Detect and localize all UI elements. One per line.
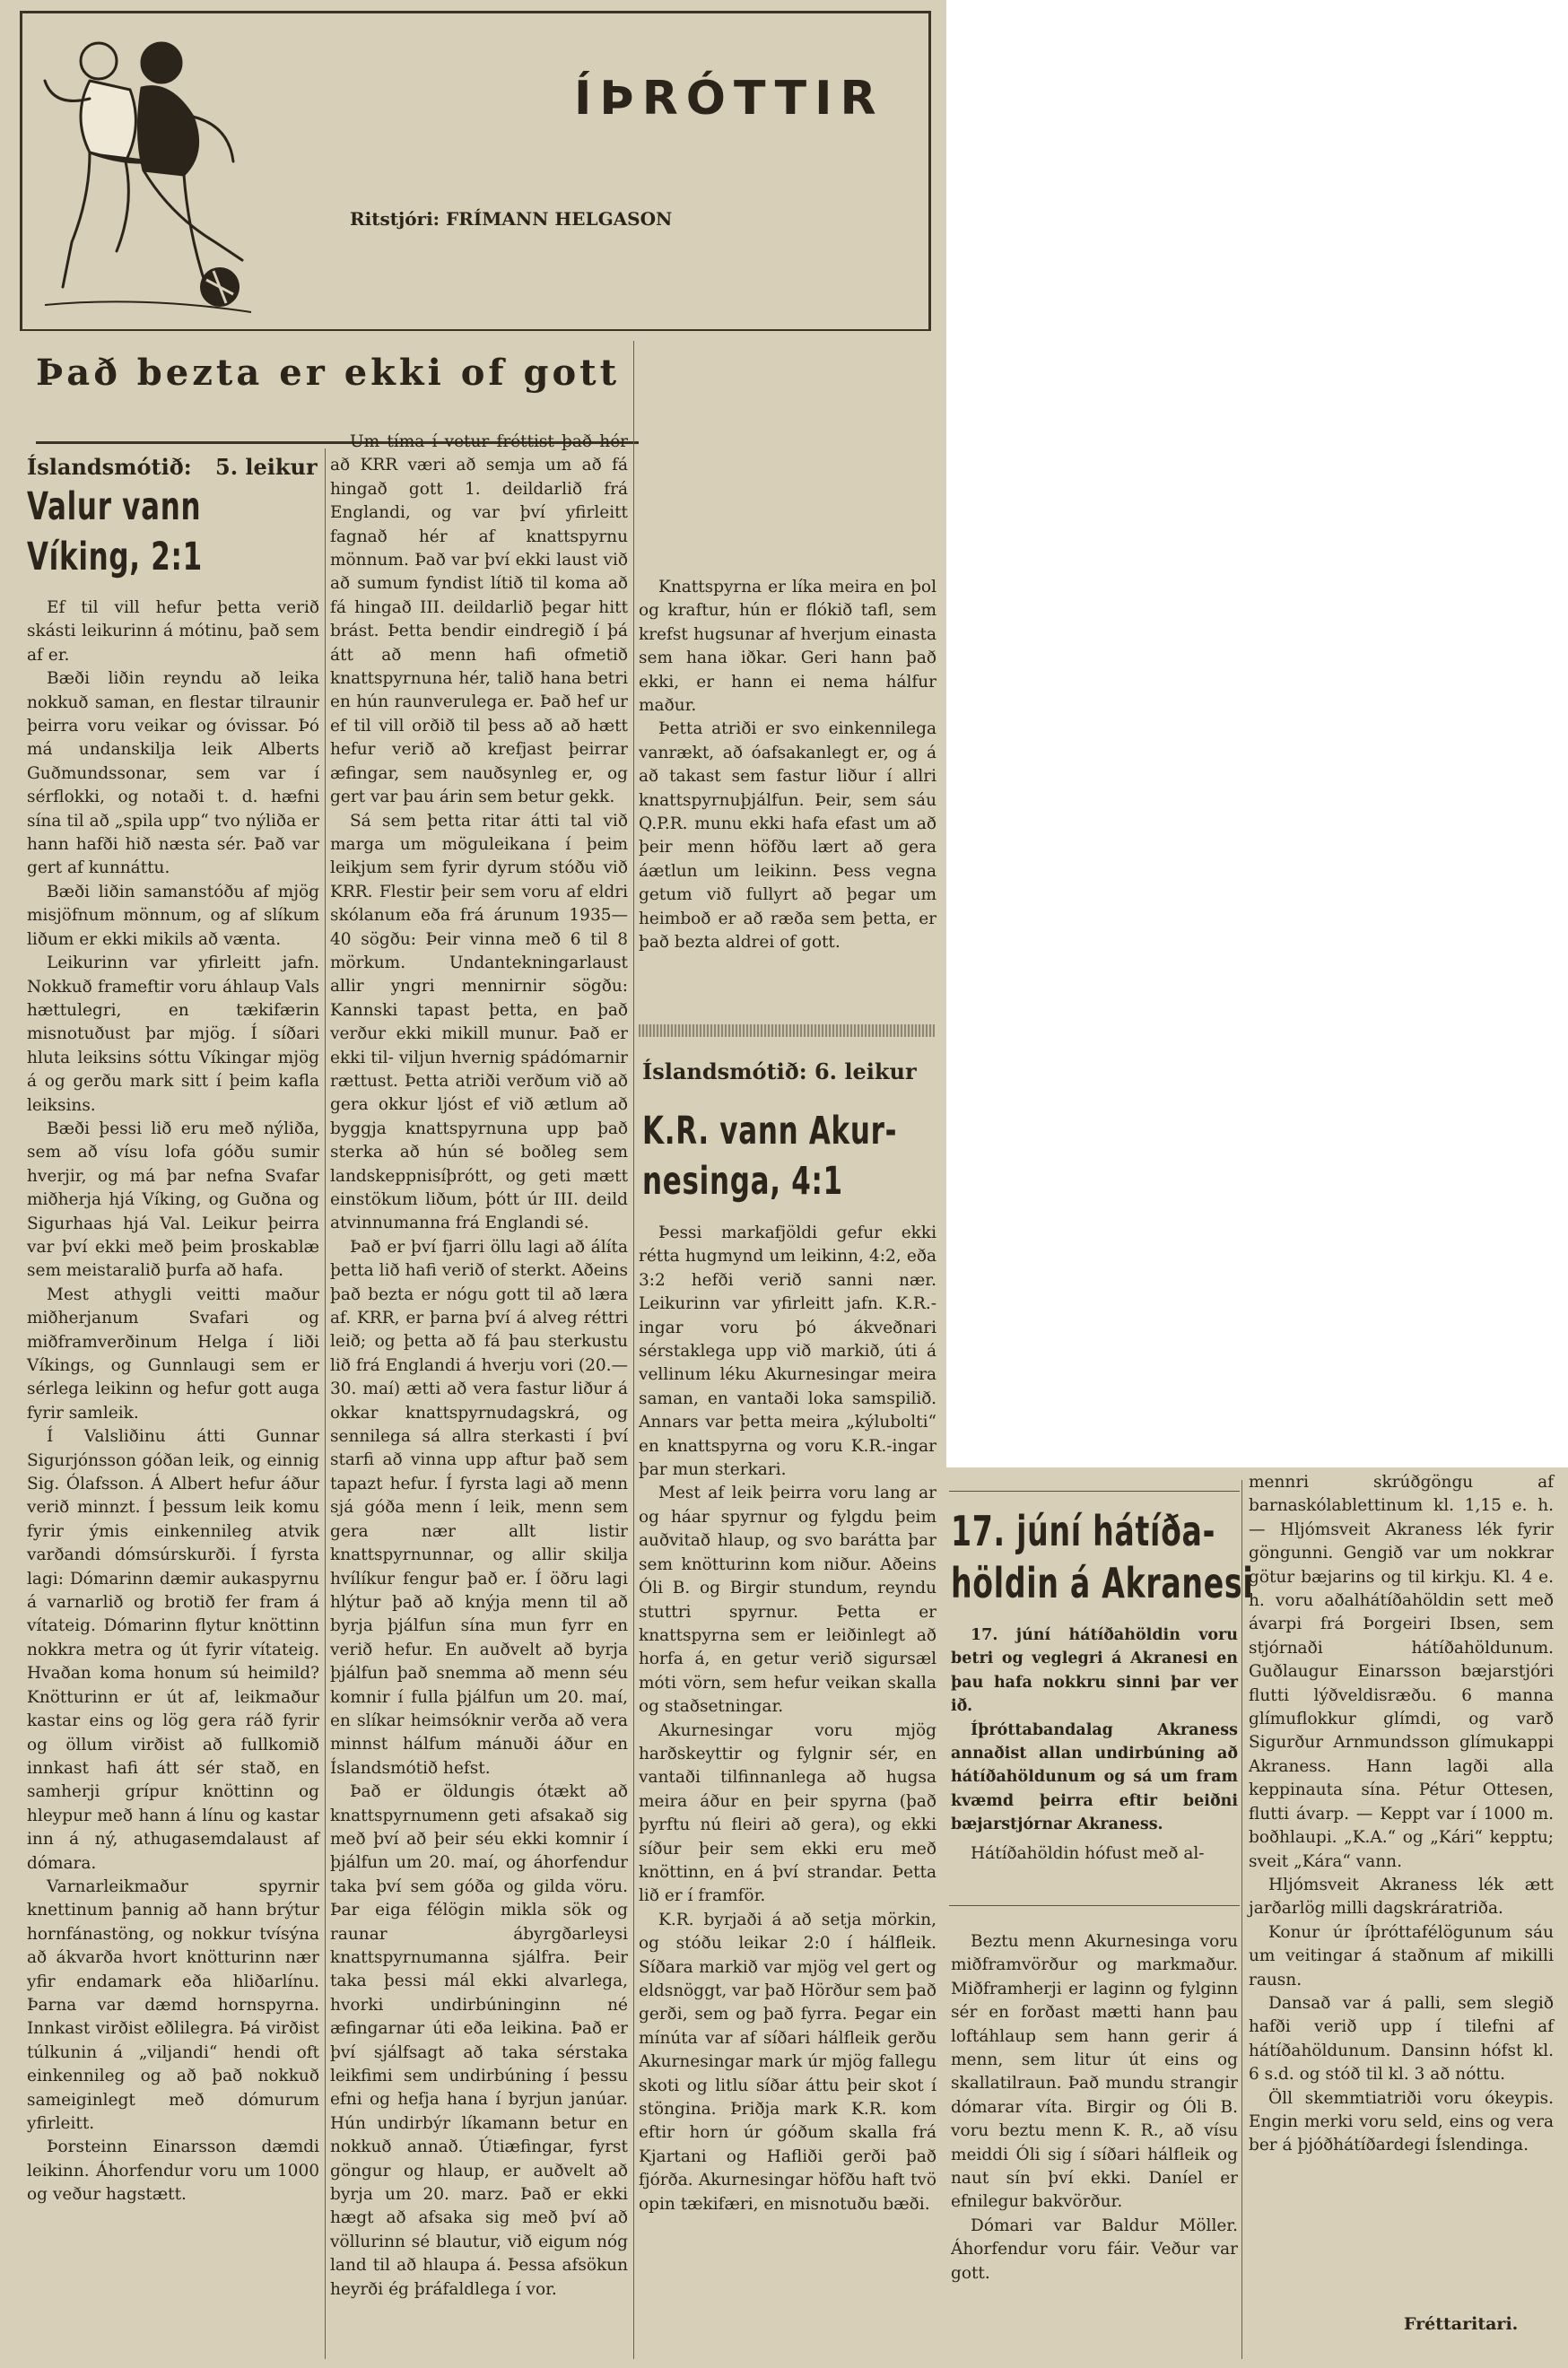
article-juni-body bbox=[1249, 1471, 1554, 2158]
article-kr-paragraph: K.R. byrjaði á að setja mörkin, og stóðu leikar 2:0 í hálfleik. Síðara markið var mjög vel gert og eldsnöggt, var það Hörður sem það gerði, sem og það fyrra. Þegar ein mínúta var af síðari hálfleik gerðu Akurnesingar mark úr mjög fallegu skoti og litlu síðar áttu þeir skot í stöngina. Þriðja mark K.R. kom eftir horn úr góðum skalla frá Kjartani og Hafliði gerði það fjórða. Akurnesingar höfðu haft tvö opin tækifæri, en misnotuðu bæði. bbox=[639, 1910, 936, 2214]
article-valur-paragraph: Ef til vill hefur þetta verið skásti leikurinn á mótinu, það sem af er. bbox=[27, 598, 319, 665]
article-best-body bbox=[330, 431, 628, 2302]
article-kr-paragraph: Akurnesingar voru mjög harðskeyttir og fylgnir sér, en vantaði tilfinnanlega að hugsa meira áður en þeir spyrna (það þyrftu nú fleiri að gera), og ekki síður þeir sem ekki eru með knöttinn, en á því strandar. Þetta lið er í framför. bbox=[639, 1720, 936, 1906]
box-top-rule bbox=[949, 1491, 1240, 1492]
article-best-continuation bbox=[639, 576, 936, 955]
article-valur-paragraph: Varnarleikmaður spyrnir knettinum þannig að hann brýtur hornfánastöng, og nokkur tvísýna að ákvarða hvort knötturinn nær yfir endamark eða hliðarlínu. Þarna var dæmd hornspyrna. Innkast virðist eðlilegra. Þá virðist túlkunin á „viljandi“ hendi oft einkennileg og að það nokkuð sameiginlegt með dómurum yfirleitt. bbox=[27, 1876, 319, 2133]
article-juni-headline-line2: höldin á Akranesi bbox=[951, 1559, 1254, 1607]
column-rule-3 bbox=[1241, 1480, 1242, 2359]
article-valur-body bbox=[27, 596, 319, 2207]
article-juni-paragraph: Öll skemmtiatriði voru ókeypis. Engin merki voru seld, eins og vera ber á þjóðhátíðardegi Íslendinga. bbox=[1249, 2088, 1554, 2155]
article-valur-paragraph: Bæði liðin samanstóðu af mjög misjöfnum mönnum, og af slíkum liðum er ekki mikils að vænta. bbox=[27, 882, 319, 949]
article-kr-body bbox=[639, 1222, 936, 2216]
article-best-paragraph: Það er því fjarri öllu lagi að álíta þetta lið hafi verið of sterkt. Aðeins það bezta er nógu gott til að læra af. KRR, er þarna því á alveg réttri leið; og þetta að fá þau sterkustu lið frá Englandi á hverju vori (20.—30. maí) ætti að vera fastur liður á okkar knattspyrnudagskrá, og sennilega sá allra sterkasti í því starfi að vinna upp aftur það sem tapazt hefur. Í fyrsta lagi að menn sjá góða menn í leik, menn sem gera nær allt listir knattspyrnunnar, og allir skilja hvílíkur fengur það er. Í öðru lagi hlýtur það að knýja menn til að byrja þjálfun sína mun fyrr en verið hefur. En auðvelt að byrja þjálfun það snemma að menn séu komnir í fulla þjálfun um 20. maí, en slíkar heimsóknir verða að vera minnst hálfum mánuði áður en Íslandsmótið hefst. bbox=[330, 1237, 628, 1778]
article-best-paragraph: Sá sem þetta ritar átti tal við marga um möguleikana í þeim leikjum sem fyrir dyrum stóðu við KRR. Flestir þeir sem voru af eldri skólanum eða frá árunum 1935—40 sögðu: Þeir vinna með 6 til 8 mörkum. Undantekningarlaust allir yngri mennirnir sögðu: Kannski tapast þetta, en það verður ekki mikill munur. Það er ekki til- viljun hvernig spádómarnir rættust. Þetta atriði verðum við að gera okkur ljóst ef við ætlum að byggja knattspyrnuna upp það sterka að hún sé boðleg sem landskeppnisíþrótt, og geti mætt einstökum liðum, þótt úr III. deild atvinnumanna frá Englandi sé. bbox=[330, 811, 628, 1233]
article-valur-paragraph: Mest athygli veitti maður miðherjanum Svafari og miðframverðinum Helga í liði Víkings, og Gunnlaugi sem er sérlega leikinn og hefur gott auga fyrir samleik. bbox=[27, 1284, 319, 1423]
editor-credit: Ritstjóri: FRÍMANN HELGASON bbox=[350, 208, 673, 230]
column-rule-2 bbox=[633, 341, 634, 2359]
article-valur-paragraph: Þorsteinn Einarsson dæmdi leikinn. Áhorfendur voru um 1000 og veður hagstætt. bbox=[27, 2137, 319, 2205]
article-valur-headline-line2: Víking, 2:1 bbox=[27, 535, 203, 579]
article-juni-lead-tail bbox=[951, 1842, 1238, 1866]
article-valur-kicker-left: Íslandsmótið: bbox=[27, 454, 192, 480]
box-bottom-rule bbox=[949, 1905, 1240, 1906]
article-kr-continuation-paragraph: Beztu menn Akurnesinga voru miðframvörður og markmaður. Miðframherji er laginn og fylginn sér en forðast mætti hann þau loftáhlaup sem hann gerir á menn, sem litur út eins og skallatilraun. Það mundu strangir dómarar víta. Birgir og Óli B. voru beztu menn K. R., að vísu meiddi Óli sig í síðari hálfleik og naut sín því ekki. Daníel er efnilegur bakvörður. bbox=[951, 1932, 1238, 2212]
article-juni-lead-tail-text: Hátíðahöldin hófust með al- bbox=[971, 1844, 1205, 1863]
article-juni-paragraph: Dansað var á palli, sem slegið hafði verið upp í tilefni af hátíðahöldunum. Dansinn hófst kl. 6 s.d. og stóð til kl. 3 að nóttu. bbox=[1249, 1993, 1554, 2085]
article-kr-paragraph: Mest af leik þeirra voru lang ar og háar spyrnur og fylgdu þeim auðvitað hlaup, og svo barátta þar sem knötturinn kom niður. Aðeins Óli B. og Birgir stundum, reyndu stuttri spyrnur. Þetta er knattspyrna sem er leiðinlegt að horfa á, en getur verið sigursæl móti vörn, sem hefur veikan skalla og staðsetningar. bbox=[639, 1484, 936, 1717]
article-valur-paragraph: Í Valsliðinu átti Gunnar Sigurjónsson góðan leik, og einnig Sig. Ólafsson. Á Albert hefur áður verið minnzt. Í þessum leik komu fyrir ýmis einkennileg atvik varðandi dómsúrskurði. Í fyrsta lagi: Dómarinn dæmir aukaspyrnu á varnarlið og brotið fer fram á vítateig. Dómarinn flytur knöttinn nokkra metra og út fyrir vítateig. Hvaðan koma honum sú heimild? Knötturinn er út af, leikmaður kastar eins og lög gera ráð fyrir og öllum virðist að fullkomið innkast hafi átt sér stað, en samherji grípur knöttinn og hleypur með hann á línu og kastar inn á ný, athugasemdalaust af dómara. bbox=[27, 1427, 319, 1873]
article-juni-paragraph: mennri skrúðgöngu af barnaskólablettinum kl. 1,15 e. h. — Hljómsveit Akraness lék fyrir göngunni. Gengið var um nokkrar götur bæjarins og til kirkju. Kl. 4 e. h. voru aðalhátíðahöldin sett með ávarpi frá Þorgeiri Ibsen, sem stjórnaði hátíðahöldunum. Guðlaugur Einarsson bæjarstjóri flutti lýðveldisræðu. 6 manna glímuflokkur glímdi, og varð Sigurður Arnmundsson glímukappi Akraness. Hann lagði alla keppinauta sína. Pétur Ottesen, flutti ávarp. — Keppt var í 1000 m. boðhlaupi. „K.A.“ og „Kári“ kepptu; sveit „Kára“ vann. bbox=[1249, 1473, 1554, 1871]
football-players-illustration bbox=[36, 18, 260, 323]
article-valur-kicker-right: 5. leikur bbox=[215, 454, 318, 480]
article-kr-continuation bbox=[951, 1930, 1238, 2285]
article-kr-headline-line2: nesinga, 4:1 bbox=[642, 1159, 843, 1204]
article-valur-paragraph: Leikurinn var yfirleitt jafn. Nokkuð frameftir voru áhlaup Vals hættulegri, en tækifærin misnotuðust þar mjög. Í síðari hluta leiksins sóttu Víkingar mjög á og gerðu mark sitt í þeim kafla leiksins. bbox=[27, 953, 319, 1115]
column-rule-1 bbox=[325, 448, 326, 2359]
section-divider-bar bbox=[639, 1024, 935, 1037]
article-kr-paragraph: Þessi markafjöldi gefur ekki rétta hugmynd um leikinn, 4:2, eða 3:2 hefði verið sanni nær. Leikurinn var yfirleitt jafn. K.R.-ingar voru þó ákveðnari sérstaklega upp við markið, úti á vellinum léku Akurnesingar meira saman, en vantaði loka samspilið. Annars var þetta meira „kýlubolti“ en knattspyrna og voru K.R.-ingar þar mun sterkari. bbox=[639, 1223, 936, 1480]
section-title: ÍÞRÓTTIR bbox=[574, 72, 884, 126]
article-valur-paragraph: Bæði liðin reyndu að leika nokkuð saman, en flestar tilraunir þeirra voru veikar og óvissar. Þó má undanskilja leik Alberts Guðmundssonar, sem var í sérflokki, og notaði t. d. hæfni sína til að „spila upp“ tvo nýliða er hann hafði hið næsta sér. Það var gert af kunnáttu. bbox=[27, 669, 319, 878]
article-kr-continuation-paragraph: Dómari var Baldur Möller. Áhorfendur voru fáir. Veður var gott. bbox=[951, 2216, 1238, 2283]
article-juni-paragraph: Hljómsveit Akraness lék ætt jarðarlög milli dagskráratriða. bbox=[1249, 1875, 1554, 1919]
article-juni-lead-paragraph: 17. júní hátíðahöldin voru betri og veglegri á Akranesi en þau hafa nokkru sinni þar ver ið. bbox=[951, 1626, 1238, 1716]
article-juni-lead-paragraph: Íþróttabandalag Akraness annaðist allan undirbúning að hátíðahöldunum og sá um fram kvæmd þeirra eftir beiðni bæjarstjórnar Akraness. bbox=[951, 1720, 1238, 1834]
article-kr-headline-line1: K.R. vann Akur- bbox=[642, 1109, 898, 1154]
article-valur-paragraph: Bæði þessi lið eru með nýliða, sem að vísu lofa góðu sumir hverjir, og má þar nefna Svafar miðherja hjá Víking, og Guðna og Sigurhaas hjá Val. Leikur þeirra var því ekki með þeim þroskablæ sem meistaralið þurfa að hafa. bbox=[27, 1119, 319, 1281]
article-best-paragraph: Knattspyrna er líka meira en þol og kraftur, hún er flókið tafl, sem krefst hugsunar af hverjum einasta sem hana iðkar. Geri hann það ekki, er hann ei nema hálfur maður. bbox=[639, 578, 936, 716]
article-juni-paragraph: Konur úr íþróttafélögunum sáu um veitingar á staðnum af mikilli rausn. bbox=[1249, 1922, 1554, 1989]
article-juni-headline-line1: 17. júní hátíða- bbox=[951, 1507, 1216, 1555]
article-valur-headline-line1: Valur vann bbox=[27, 484, 202, 529]
article-best-paragraph: Þetta atriði er svo einkennilega vanrækt, að óafsakanlegt er, og á að takast sem fastur liður í allri knattspyrnuþjálfun. Þeir, sem sáu Q.P.R. munu ekki hafa efast um að þeir menn höfðu lært að gera áætlun um leikinn. Þess vegna getum við fullyrt að þegar um heimboð er að ræða sem þetta, er það bezta aldrei of gott. bbox=[639, 719, 936, 953]
article-juni-lead bbox=[951, 1624, 1238, 1837]
article-kr-kicker: Íslandsmótið: 6. leikur bbox=[642, 1058, 917, 1084]
article-juni-signature: Fréttaritari. bbox=[1404, 2314, 1519, 2334]
article-best-paragraph: Um tíma í vetur fréttist það hér að KRR væri að semja um að fá hingað gott 1. deildarlið frá Englandi, og var því yfirleitt fagnað hér af knattspyrnu mönnum. Það var því ekki laust við að sumum fyndist lítið til koma að fá hingað III. deildarlið þegar hitt brást. Þetta bendir eindregið í þá átt að menn hafi ofmetið knattspyrnuna hér, talið hana betri en hún raunverulega er. Það hef ur ef til vill orðið til þess að að hætt hefur verið að krefjast þeirrar æfingar, sem nauðsynleg er, og gert var þau árin sem betur gekk. bbox=[330, 432, 628, 807]
article-best-title: Það bezta er ekki of gott bbox=[36, 352, 621, 394]
article-best-paragraph: Það er öldungis ótækt að knattspyrnumenn geti afsakað sig með því að þeir séu ekki komnir í þjálfun um 20. maí, og áhorfendur taka því sem góða og gilda vöru. Þar eiga félögin mikla sök og raunar ábyrgðarleysi knattspyrnumanna sjálfra. Þeir taka þessi mál ekki alvarlega, hvorki undirbúninginn né æfingarnar úti eða leikina. Það er því sjálfsagt að taka sérstaka leikfimi sem undirbúning í þessu efni og hefja hana í byrjun janúar. Hún undirbýr líkamann betur en nokkuð annað. Útiæfingar, fyrst göngur og hlaup, er auðvelt að byrja um 20. marz. Það er ekki hægt að afsaka sig með því að völlurinn sé blautur, við eigum nóg land til að hlaupa á. Þessa afsökun heyrði ég þráfaldlega í vor. bbox=[330, 1782, 628, 2299]
